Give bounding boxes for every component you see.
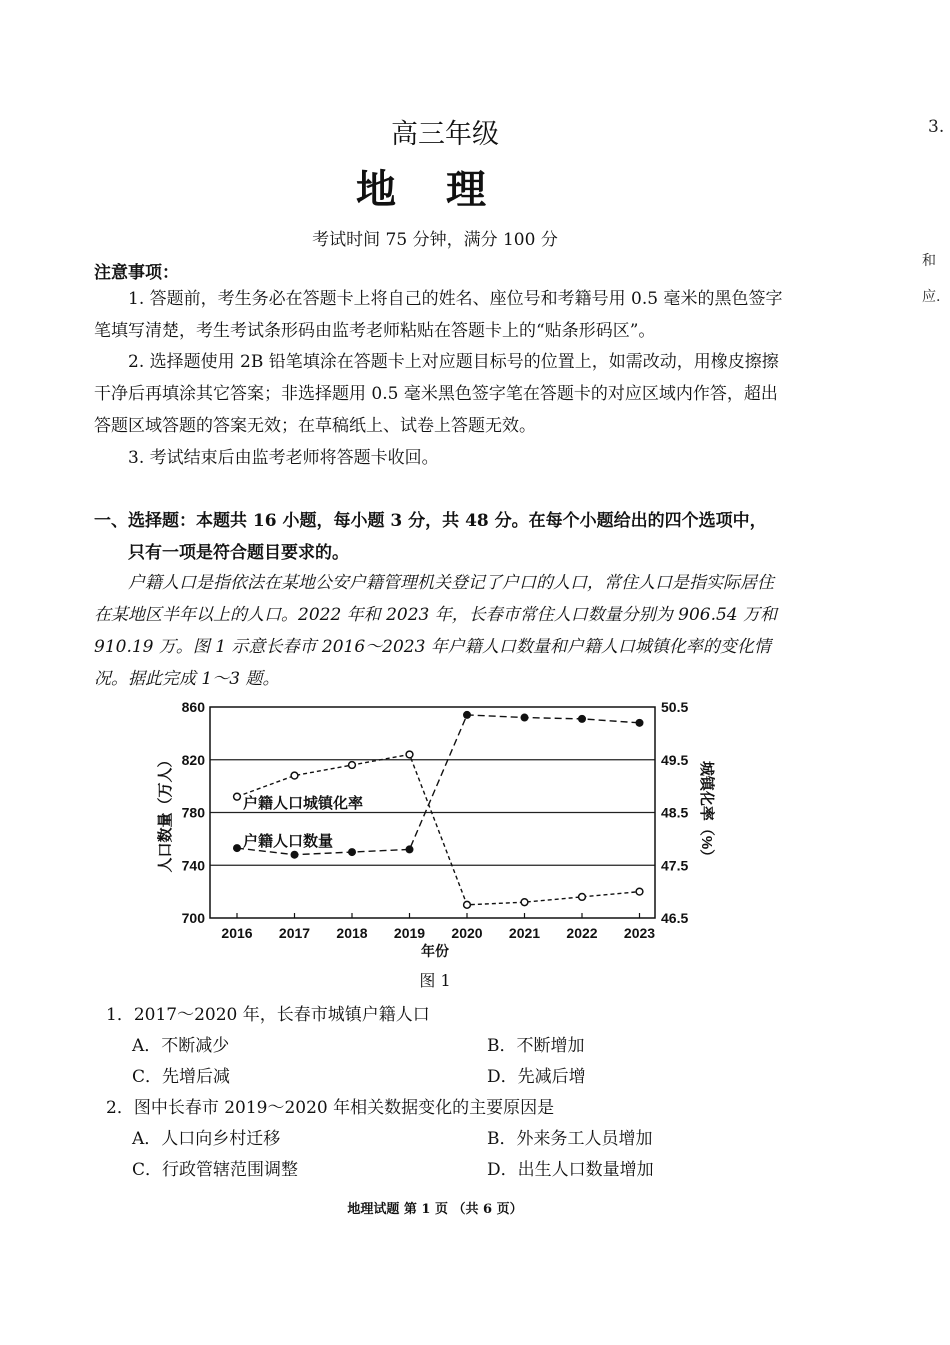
data-point <box>636 719 644 727</box>
grade-title: 高三年级 <box>391 119 499 150</box>
page-footer: 地理试题 第 1 页 （共 6 页） <box>347 1202 523 1217</box>
data-point <box>464 901 471 908</box>
y-right-tick-label: 46.5 <box>661 910 689 926</box>
data-point <box>521 714 529 722</box>
figure-1-chart <box>150 690 715 965</box>
x-tick-label: 2022 <box>566 925 598 941</box>
x-tick-label: 2023 <box>623 925 656 941</box>
question-2-stem: 2．图中长春市 2019～2020 年相关数据变化的主要原因是 <box>106 1098 555 1118</box>
question-1-option-a[interactable]: A．不断减少 <box>132 1036 230 1056</box>
data-point <box>406 845 414 853</box>
x-axis-title: 年份 <box>421 943 449 959</box>
y-right-axis-title: 城镇化率（%） <box>698 760 715 865</box>
y-left-tick-label: 860 <box>181 699 205 715</box>
y-right-tick-label: 50.5 <box>661 699 689 715</box>
y-left-tick-label: 700 <box>181 910 205 926</box>
data-point <box>406 751 413 758</box>
data-point <box>291 851 299 859</box>
data-point <box>636 888 643 895</box>
question-1-option-c[interactable]: C．先增后减 <box>132 1067 231 1087</box>
x-tick-label: 2018 <box>336 925 368 941</box>
y-left-axis-title: 人口数量（万人） <box>157 752 174 873</box>
data-point <box>233 844 241 852</box>
notice-item: 3. 考试结束后由监考老师将答题卡收回。 <box>128 448 439 468</box>
x-tick-label: 2020 <box>451 925 483 941</box>
section-heading-line2: 只有一项是符合题目要求的。 <box>128 543 349 563</box>
exam-info: 考试时间 75 分钟，满分 100 分 <box>312 230 558 250</box>
series-label-population: 户籍人口数量 <box>243 833 334 850</box>
question-2-option-c[interactable]: C．行政管辖范围调整 <box>132 1160 299 1180</box>
notice-item: 1. 答题前，考生务必在答题卡上将自己的姓名、座位号和考籍号用 0.5 毫米的黑色签字笔填写清楚，考生考试条形码由监考老师粘贴在答题卡上的“贴条形码区”。 <box>94 289 783 341</box>
subject-title: 地 理 <box>356 166 504 213</box>
x-tick-label: 2016 <box>221 925 253 941</box>
figure-caption: 图 1 <box>419 971 451 990</box>
data-point <box>463 711 471 719</box>
data-point <box>291 772 298 779</box>
y-left-tick-label: 780 <box>181 804 205 821</box>
notice-item: 2. 选择题使用 2B 铅笔填涂在答题卡上对应题目标号的位置上，如需改动，用橡皮擦擦干净后再填涂其它答案；非选择题用 0.5 毫米黑色签字笔在答题卡的对应区域内作答，超出答题区域答题的答案无效；在草稿纸上、试卷上答题无效。 <box>94 352 779 436</box>
question-1-stem: 1．2017～2020 年，长春市城镇户籍人口 <box>106 1005 430 1025</box>
data-point <box>579 894 586 901</box>
x-tick-label: 2021 <box>508 925 541 941</box>
margin-fragment: 和 <box>922 253 936 269</box>
question-1-option-b[interactable]: B．不断增加 <box>487 1036 585 1056</box>
question-2-option-b[interactable]: B．外来务工人员增加 <box>487 1129 653 1149</box>
section-heading-line1: 一、选择题：本题共 16 小题，每小题 3 分，共 48 分。在每个小题给出的四个选项中， <box>94 511 767 531</box>
margin-fragment: 3. <box>928 117 945 137</box>
y-left-tick-label: 820 <box>181 751 205 768</box>
x-tick-label: 2017 <box>278 925 311 941</box>
question-intro: 户籍人口是指依法在某地公安户籍管理机关登记了户口的人口，常住人口是指实际居住在某地区半年以上的人口。2022 年和 2023 年，长春市常住人口数量分别为 906.54 万和 910.19 万。图 1 示意长春市 2016～2023 年户籍人口数量和户籍人口城镇化率的变化情况。据此完成 1～3 题。 <box>94 573 778 689</box>
y-right-tick-label: 47.5 <box>661 857 689 874</box>
margin-fragment: 应. <box>922 289 941 305</box>
data-point <box>578 715 586 723</box>
y-right-tick-label: 48.5 <box>661 804 689 821</box>
data-point <box>349 762 356 769</box>
data-point <box>234 793 241 800</box>
question-1-option-d[interactable]: D．先减后增 <box>487 1067 586 1087</box>
y-left-tick-label: 740 <box>181 857 205 874</box>
series-label-urbanization: 户籍人口城镇化率 <box>243 795 364 812</box>
notice-title: 注意事项： <box>94 263 179 283</box>
data-point <box>348 848 356 856</box>
question-2-option-a[interactable]: A．人口向乡村迁移 <box>132 1129 281 1149</box>
y-right-tick-label: 49.5 <box>661 751 689 768</box>
question-2-option-d[interactable]: D．出生人口数量增加 <box>487 1160 654 1180</box>
data-point <box>521 899 528 906</box>
x-tick-label: 2019 <box>393 925 426 941</box>
section-heading <box>94 505 794 569</box>
